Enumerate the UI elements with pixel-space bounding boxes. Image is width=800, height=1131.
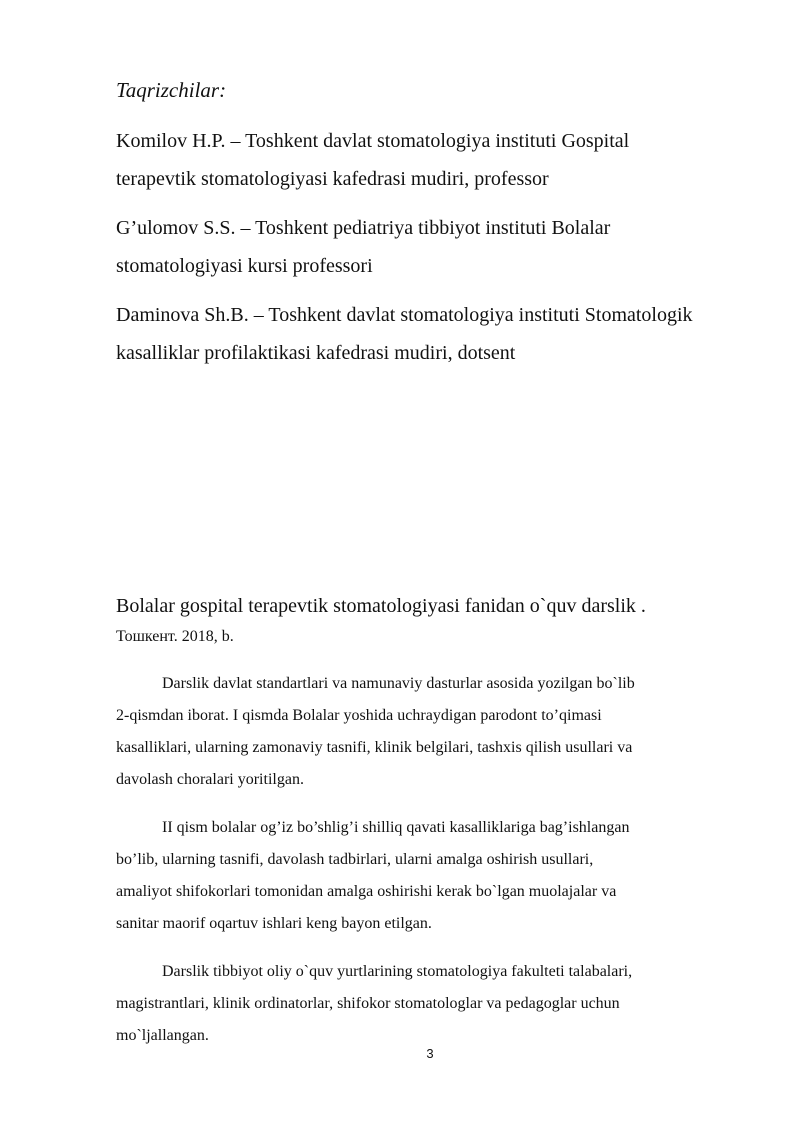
reviewers-heading: Taqrizchilar: (116, 78, 227, 102)
reviewer-line: Komilov H.P. – Toshkent davlat stomatologiya instituti Gospital (116, 130, 630, 152)
paragraph-line: bo’lib, ularning tasnifi, davolash tadbirlari, ularni amalga oshirish usullari, (116, 851, 594, 868)
reviewer-line: terapevtik stomatologiyasi kafedrasi mudiri, professor (116, 168, 549, 190)
paragraph-line: mo`ljallangan. (116, 1027, 209, 1044)
reviewer-entry (116, 122, 756, 198)
annotation-paragraph (116, 668, 736, 796)
paragraph-line: sanitar maorif oqartuv ishlari keng bayon etilgan. (116, 915, 432, 932)
paragraph-line: davolash choralari yoritilgan. (116, 771, 304, 788)
reviewer-entry (116, 209, 756, 285)
paragraph-line: magistrantlari, klinik ordinatorlar, shifokor stomatologlar va pedagoglar uchun (116, 995, 620, 1012)
reviewer-entry (116, 296, 756, 372)
paragraph-line: amaliyot shifokorlari tomonidan amalga oshirishi kerak bo`lgan muolajalar va (116, 883, 617, 900)
book-title: Bolalar gospital terapevtik stomatologiyasi fanidan o`quv darslik . (116, 595, 646, 617)
annotation-paragraph (116, 812, 736, 940)
paragraph-line: 2-qismdan iborat. I qismda Bolalar yoshida uchraydigan parodont to’qimasi (116, 707, 602, 724)
paragraph-line: kasalliklari, ularning zamonaviy tasnifi, klinik belgilari, tashxis qilish usullari va (116, 739, 633, 756)
paragraph-line: Darslik davlat standartlari va namunaviy dasturlar asosida yozilgan bo`lib (162, 675, 635, 692)
page-number: 3 (426, 1046, 434, 1061)
reviewer-line: G’ulomov S.S. – Toshkent pediatriya tibbiyot instituti Bolalar (116, 217, 611, 239)
annotation-paragraph (116, 956, 736, 1052)
reviewer-line: kasalliklar profilaktikasi kafedrasi mudiri, dotsent (116, 342, 516, 364)
book-imprint: Тошкент. 2018, b. (116, 628, 234, 645)
reviewer-line: Daminova Sh.B. – Toshkent davlat stomatologiya instituti Stomatologik (116, 304, 693, 326)
paragraph-line: II qism bolalar og’iz bo’shlig’i shilliq qavati kasalliklariga bag’ishlangan (162, 819, 630, 836)
reviewer-line: stomatologiyasi kursi professori (116, 255, 373, 277)
paragraph-line: Darslik tibbiyot oliy o`quv yurtlarining stomatologiya fakulteti talabalari, (162, 963, 633, 980)
